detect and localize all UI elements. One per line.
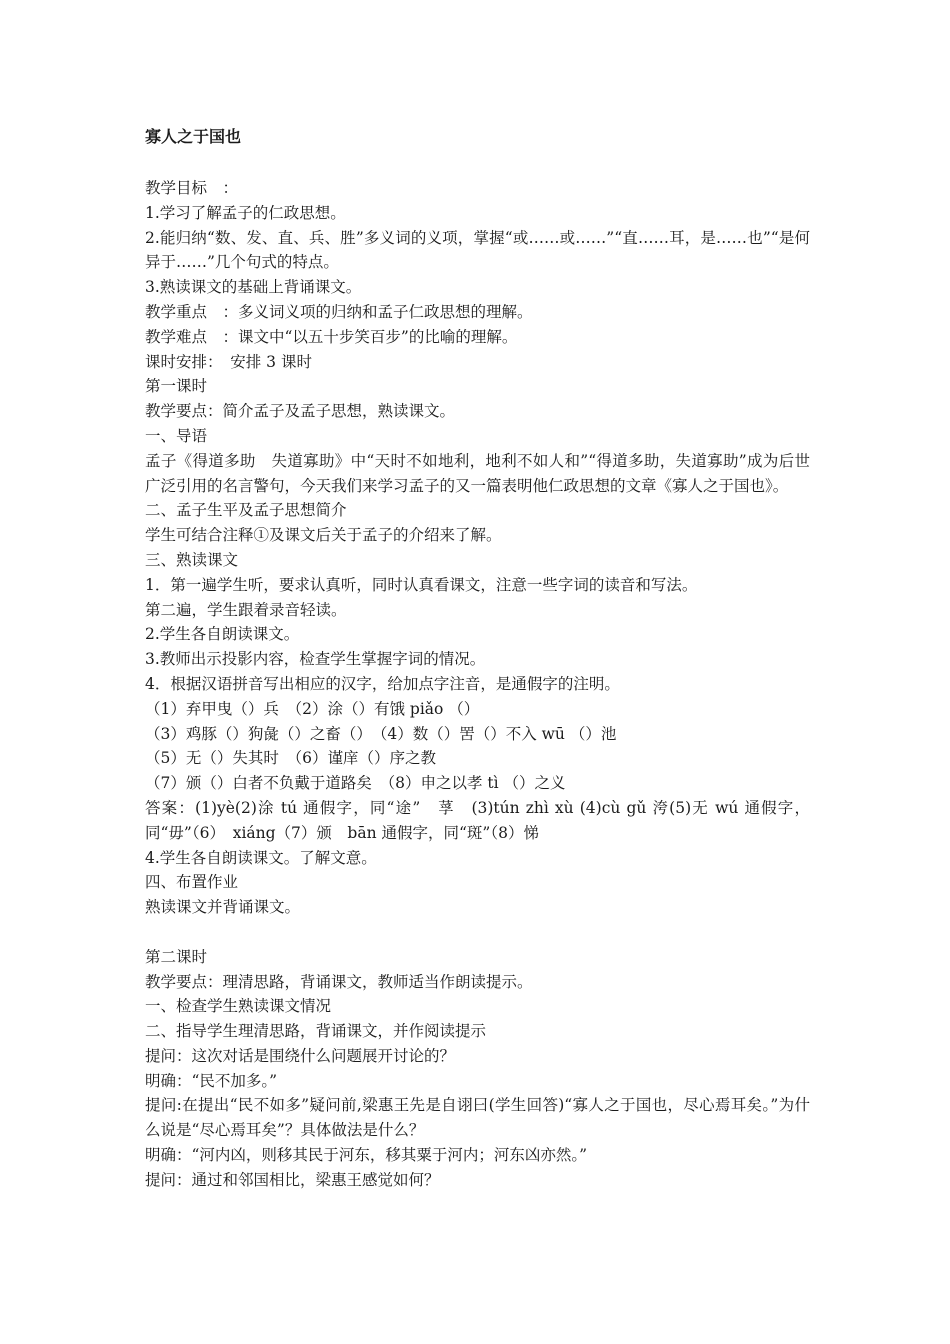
lesson1-section1-text: 孟子《得道多助 失道寡助》中“天时不如地利，地利不如人和”“得道多助，失道寡助”成为后世广泛引用的名言警句，今天我们来学习孟子的又一篇表明他仁政思想的文章《寡人之于国也》。	[145, 451, 810, 495]
objective-1: 1.学习了解孟子的仁政思想。	[145, 203, 346, 222]
lesson1-section4-text: 熟读课文并背诵课文。	[145, 898, 301, 917]
lesson1-section1-heading: 一、导语	[145, 426, 208, 445]
document-title: 寡人之于国也	[145, 127, 242, 146]
exercise-line-1: （1）弃甲曳（）兵 （2）涂（）有饿 piǎo （）	[145, 699, 480, 718]
spacer	[145, 920, 810, 945]
exercise-line-3: （5）无（）失其时 （6）谨庠（）序之教	[145, 749, 436, 768]
lesson2-section2-heading: 二、指导学生理清思路，背诵课文，并作阅读提示	[145, 1022, 487, 1041]
lesson1-heading: 第一课时	[145, 377, 208, 396]
lesson1-section2-heading: 二、孟子生平及孟子思想简介	[145, 501, 347, 520]
exercise-line-2: （3）鸡豚（）狗彘（）之畜（） （4）数（）罟（）不入 wū （）池	[145, 724, 617, 743]
lesson1-item4: 4．根据汉语拼音写出相应的汉字，给加点字注音，是通假字的注明。	[145, 674, 620, 693]
lesson1-item5: 4.学生各自朗读课文。了解文意。	[145, 848, 377, 867]
objective-2: 2.能归纳“数、发、直、兵、胜”多义词的义项，掌握“或……或……”“直……耳，是……也”“是何异于……”几个句式的特点。	[145, 228, 810, 272]
lesson1-item1: 1．第一遍学生听，要求认真听，同时认真看课文，注意一些字词的读音和写法。	[145, 575, 698, 594]
exercise-line-4: （7）颁（）白者不负戴于道路矣 （8）申之以孝 tì （）之义	[145, 774, 566, 793]
difficulty: 教学难点 ：课文中“以五十步笑百步”的比喻的理解。	[145, 327, 518, 346]
lesson2-heading: 第二课时	[145, 947, 208, 966]
lesson1-section4-heading: 四、布置作业	[145, 873, 239, 892]
key-point: 教学重点 ：多义词义项的归纳和孟子仁政思想的理解。	[145, 302, 533, 321]
schedule: 课时安排： 安排 3 课时	[145, 352, 312, 371]
answer-b: 明确：“河内凶，则移其民于河东，移其粟于河内；河东凶亦然。”	[145, 1146, 588, 1165]
question-a: 提问：这次对话是围绕什么问题展开讨论的？	[145, 1046, 456, 1065]
lesson2-section1-heading: 一、检查学生熟读课文情况	[145, 997, 332, 1016]
lesson1-item1b: 第二遍，学生跟着录音轻读。	[145, 600, 347, 619]
lesson2-points: 教学要点：理清思路，背诵课文，教师适当作朗读提示。	[145, 972, 533, 991]
lesson1-item3: 3.教师出示投影内容，检查学生掌握字词的情况。	[145, 650, 486, 669]
lesson1-points: 教学要点：简介孟子及孟子思想，熟读课文。	[145, 402, 456, 421]
lesson1-section3-heading: 三、熟读课文	[145, 550, 239, 569]
question-c: 提问：通过和邻国相比，梁惠王感觉如何？	[145, 1170, 440, 1189]
answer-a: 明确：“民不加多。”	[145, 1071, 278, 1090]
question-b: 提问:在提出“民不如多”疑问前,梁惠王先是自诩曰(学生回答)“寡人之于国也，尽心焉耳矣。”为什么说是“尽心焉耳矣”？具体做法是什么？	[145, 1096, 810, 1140]
objectives-heading: 教学目标 ：	[145, 179, 239, 197]
answer-text: 答案：(1)yè(2)涂 tú 通假字，同“途” 莩 (3)tún zhì xù (4)cù gǔ 洿(5)无 wú 通假字，同“毋”（6） xiáng（7）颁 bān 通假字，同“斑”（8）悌	[145, 798, 810, 842]
lesson1-section2-text: 学生可结合注释①及课文后关于孟子的介绍来了解。	[145, 526, 502, 545]
document-page	[145, 124, 810, 1193]
lesson1-item2: 2.学生各自朗读课文。	[145, 625, 300, 644]
objective-3: 3.熟读课文的基础上背诵课文。	[145, 278, 362, 297]
